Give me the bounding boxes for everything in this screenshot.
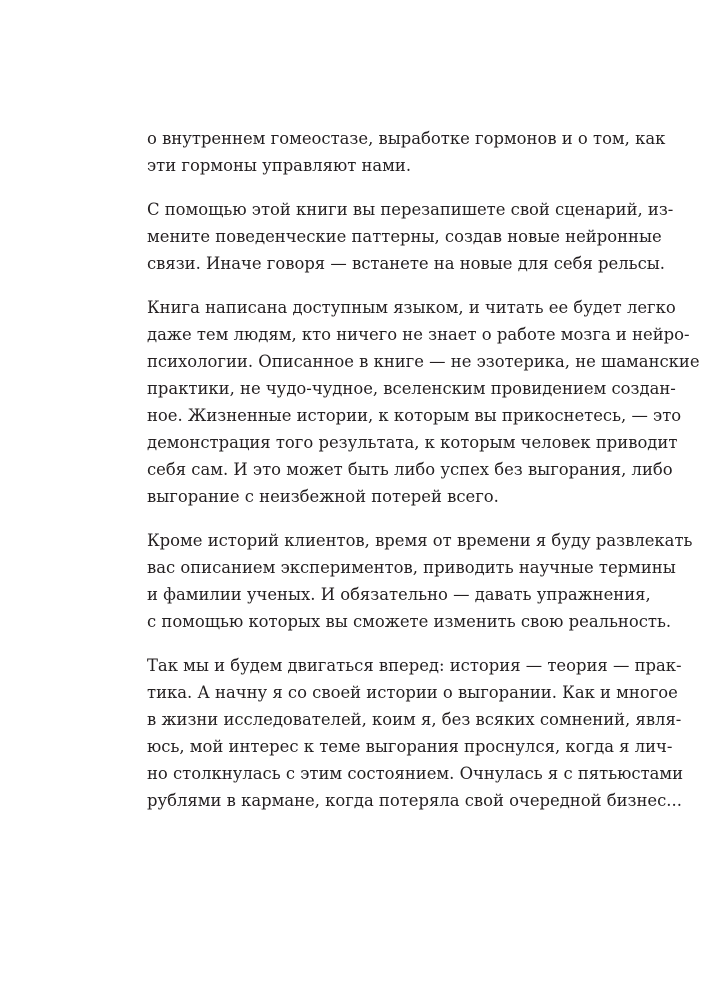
body-text [147, 125, 700, 831]
paragraph-2 [147, 196, 674, 277]
text-line: с помощью которых вы сможете изменить свою реальность. [147, 612, 672, 631]
text-line: Кроме историй клиентов, время от времени я буду развлекать [147, 531, 693, 550]
text-line: тика. А начну я со своей истории о выгорании. Как и многое [147, 683, 678, 702]
paragraph-3 [147, 294, 700, 510]
text-line: но столкнулась с этим состоянием. Очнулась я с пятьюстами [147, 764, 684, 783]
text-line: ное. Жизненные истории, к которым вы прикоснетесь, — это [147, 406, 682, 425]
text-line: выгорание с неизбежной потерей всего. [147, 487, 499, 506]
text-line: С помощью этой книги вы перезапишете свой сценарий, из- [147, 200, 674, 219]
text-line: о внутреннем гомеостазе, выработке гормонов и о том, как [147, 129, 666, 148]
text-line: даже тем людям, кто ничего не знает о работе мозга и нейро- [147, 325, 690, 344]
paragraph-1 [147, 125, 666, 179]
text-line: демонстрация того результата, к которым человек приводит [147, 433, 678, 452]
text-line: связи. Иначе говоря — встанете на новые для себя рельсы. [147, 254, 666, 273]
text-line: рублями в кармане, когда потеряла свой очередной бизнес... [147, 791, 682, 810]
paragraph-5 [147, 652, 684, 814]
text-line: эти гормоны управляют нами. [147, 156, 412, 175]
text-line: вас описанием экспериментов, приводить научные термины [147, 558, 676, 577]
text-line: мените поведенческие паттерны, создав новые нейронные [147, 227, 662, 246]
text-line: психологии. Описанное в книге — не эзотерика, не шаманские [147, 352, 700, 371]
paragraph-4 [147, 527, 693, 635]
text-line: практики, не чудо-чудное, вселенским провидением создан- [147, 379, 676, 398]
text-line: и фамилии ученых. И обязательно — давать упражнения, [147, 585, 651, 604]
text-line: в жизни исследователей, коим я, без всяких сомнений, явля- [147, 710, 682, 729]
text-line: Так мы и будем двигаться вперед: история — теория — прак- [147, 656, 682, 675]
text-line: юсь, мой интерес к теме выгорания проснулся, когда я лич- [147, 737, 673, 756]
text-line: Книга написана доступным языком, и читать ее будет легко [147, 298, 676, 317]
text-line: себя сам. И это может быть либо успех без выгорания, либо [147, 460, 673, 479]
